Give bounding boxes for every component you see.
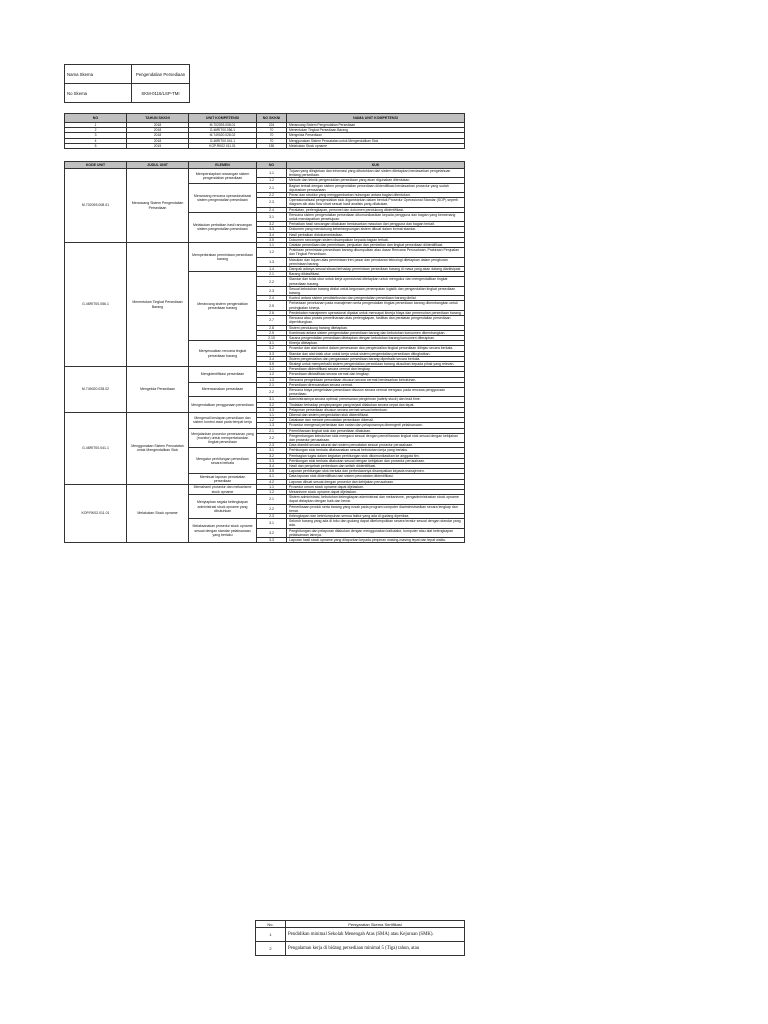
kuk-no: 1.3 bbox=[257, 377, 287, 382]
kuk-no: 1.2 bbox=[257, 248, 287, 257]
kuk-text: Mekanisme stock opname dapat dijelaskan. bbox=[287, 490, 465, 495]
kuk-no: 2.3 bbox=[257, 286, 287, 295]
kuk-text: Rencana pengelolaan persediaan disusun secara cermat berdasarkan kebutuhan. bbox=[287, 377, 465, 382]
header-row bbox=[65, 65, 190, 84]
col-header: UNIT KOMPETENSI bbox=[189, 114, 257, 123]
kuk-no: 1.1 bbox=[257, 367, 287, 372]
col-header: KUK bbox=[287, 162, 465, 169]
kuk-no: 1.2 bbox=[257, 372, 287, 377]
kode-row bbox=[65, 143, 465, 148]
kuk-text: Perhitungan stok berkala dilaksanakan sesuai kebutuhan kerja yang berlaku. bbox=[287, 448, 465, 453]
kode-unit-cell: M.702093.008.01 bbox=[65, 169, 127, 243]
col-header: Persyaratan Skema Sertifikasi bbox=[286, 921, 465, 928]
kode-nama: Merancang Sistem Pengendalian Persediaan bbox=[287, 123, 465, 128]
kuk-text: Persediaan direncanakan secara cermat. bbox=[287, 382, 465, 387]
elemen-cell: Mengendalikan penggunaan persediaan bbox=[189, 397, 257, 413]
kuk-text: Dokumen yang mendukung keberlangsungan sistem dibuat dalam format standar. bbox=[287, 227, 465, 232]
kuk-no: 3.2 bbox=[257, 528, 287, 537]
kode-unit-cell: G.46RIT00.056.1 bbox=[65, 243, 127, 367]
header-row bbox=[65, 84, 190, 103]
judul-unit-cell: Menentukan Tingkat Persediaan Barang bbox=[127, 243, 189, 367]
kuk-no: 3.3 bbox=[257, 227, 287, 232]
kode-unit: G.46RIT00.041.1 bbox=[189, 138, 257, 143]
kuk-no: 3.1 bbox=[257, 212, 287, 221]
kuk-text: Rencana sistem pengendalian persediaan dikomunikasikan kepada pengguna dan bagian yang berwenang untuk mendapatkan persetujuan. bbox=[287, 212, 465, 221]
kuk-no: 2.1 bbox=[257, 428, 287, 433]
kuk-no: 1.1 bbox=[257, 169, 287, 178]
header-table bbox=[64, 64, 190, 103]
col-header: NO bbox=[257, 162, 287, 169]
kuk-no: 1.1 bbox=[257, 412, 287, 417]
kode-no: 4 bbox=[65, 138, 127, 143]
elemen-cell: Memperkirakan permintaan persediaan barang bbox=[189, 243, 257, 272]
kuk-no: 2.3 bbox=[257, 443, 287, 448]
kuk-no: 3.3 bbox=[257, 407, 287, 412]
kuk-no: 2.8 bbox=[257, 325, 287, 330]
kuk-text: Perhitungan stok berkala dilakukan sesuai dengan kebijakan dan prosedur perusahaan. bbox=[287, 458, 465, 463]
kuk-no: 1.4 bbox=[257, 267, 287, 272]
kuk-text: Prosedur dan alat kontrol dalam pemesanan dan pengendalian tingkat persediaan ditinjau secara berkala. bbox=[287, 346, 465, 351]
kuk-no: 1.2 bbox=[257, 418, 287, 423]
kode-unit-cell: M.749020.028.02 bbox=[65, 367, 127, 413]
col-header: NO bbox=[65, 114, 127, 123]
kuk-no: 3.1 bbox=[257, 448, 287, 453]
kuk-text: Database dan metode pencatatan persediaan dikenali. bbox=[287, 418, 465, 423]
kuk-no: 3.4 bbox=[257, 463, 287, 468]
kuk-no: 2.4 bbox=[257, 207, 287, 212]
kuk-no: 3.2 bbox=[257, 222, 287, 227]
kuk-no: 2.6 bbox=[257, 310, 287, 315]
kuk-text: Sistem administrasi, kebutuhan kelengkapan administrasi dan mekanisme, pengadministrasian stock opname dapat disiapkan dengan baik dan benar. bbox=[287, 495, 465, 504]
judul-unit-cell: Melakukan Stock opname bbox=[127, 484, 189, 542]
elemen-cell: Mengatur perhitungan persediaan secara berkala bbox=[189, 448, 257, 474]
kuk-text: Dokumen rancangan sistem disampaikan kepada bagian terkait. bbox=[287, 237, 465, 242]
kuk-text: Seluruh barang yang ada di toko dan gudang dapat dikelompokkan secara teratur sesuai dengan standar yang ada. bbox=[287, 519, 465, 528]
kode-unit: KOP.RK02.011.01 bbox=[189, 143, 257, 148]
kuk-no: 2.3 bbox=[257, 514, 287, 519]
kuk-no: 2.1 bbox=[257, 272, 287, 277]
kuk-no: 2.10 bbox=[257, 335, 287, 340]
kode-unit-cell: KOP.RK02.011.01 bbox=[65, 484, 127, 542]
kode-skkni: 224 bbox=[257, 123, 287, 128]
col-header: NAMA UNIT KOMPETENSI bbox=[287, 114, 465, 123]
kuk-no: 2.4 bbox=[257, 296, 287, 301]
kuk-no: 3.4 bbox=[257, 232, 287, 237]
kuk-text: Data diambil secara akurat dari sistem pencatatan sesuai prosedur perusahaan. bbox=[287, 443, 465, 448]
kuk-no: 3.5 bbox=[257, 469, 287, 474]
col-header: TAHUN SKKNI bbox=[127, 114, 189, 123]
kode-tahun: 2018 bbox=[127, 128, 189, 133]
kuk-no: 4.2 bbox=[257, 479, 287, 484]
kuk-text: Standar dan alat tolak ukur untuk kerja untuk sistem pengendalian persediaan ditingkatkan. bbox=[287, 351, 465, 356]
persyaratan-text: Pendidikan minimal Sekolah Menengah Atas (SMA) atau Kejuruan (SMK). bbox=[286, 928, 465, 942]
kuk-text: Pelaporan persediaan disusun secara cermat sesuai ketentuan. bbox=[287, 407, 465, 412]
kode-unit: M.702093.008.01 bbox=[189, 123, 257, 128]
kuk-no: 3.2 bbox=[257, 402, 287, 407]
kuk-text: Metode dan teknik pengendalian persediaan yang akan digunakan ditentukan. bbox=[287, 178, 465, 183]
kuk-no: 3.2 bbox=[257, 453, 287, 458]
kuk-no: 2.2 bbox=[257, 277, 287, 286]
kuk-no: 2.3 bbox=[257, 198, 287, 207]
kuk-no: 3.5 bbox=[257, 237, 287, 242]
elemen-cell: Memahami prosedur dan mekanisme stock opname bbox=[189, 484, 257, 494]
kuk-text: Sistem pendukung barang ditetapkan. bbox=[287, 325, 465, 330]
kuk-no: 2.5 bbox=[257, 301, 287, 310]
kuk-text: Hasil dan penyebab perbedaan dan selisih diidentifikasi. bbox=[287, 463, 465, 468]
persyaratan-table bbox=[255, 920, 465, 956]
kode-nama: Menentukan Tingkat Persediaan Barang bbox=[287, 128, 465, 133]
col-header: No. bbox=[256, 921, 286, 928]
kode-no: 3 bbox=[65, 133, 127, 138]
kode-skkni: 70 bbox=[257, 138, 287, 143]
kuk-no: 3.5 bbox=[257, 361, 287, 366]
kuk-text: Prakiraan permintaan persediaan barang dikumpulkan atau dasar Rencana Perusahaan, Prakiraan Penjualan dan Tingkat Persediaan. bbox=[287, 248, 465, 257]
persyaratan-row bbox=[256, 942, 465, 956]
kuk-text: Bagian terkait dengan sistem pengendalian persediaan diidentifikasi berdasarkan prosedur yang sudah diputuskan perusahaan. bbox=[287, 183, 465, 192]
kuk-no: 2.2 bbox=[257, 193, 287, 198]
kode-nama: Menggunakan Sistem Pencatatan untuk Mengendalikan Stok bbox=[287, 138, 465, 143]
kuk-no: 2.1 bbox=[257, 382, 287, 387]
persyaratan-text: Pengalaman kerja di bidang persediaan minimal 5 (Tiga) tahun, atau bbox=[286, 942, 465, 956]
kuk-text: Strategi untuk memperbaiki sistem pengendalian persediaan barang diusulkan kepada pihak yang relevan. bbox=[287, 361, 465, 366]
judul-unit-cell: Mengelola Persediaan bbox=[127, 367, 189, 413]
col-header: ELEMEN bbox=[189, 162, 257, 169]
elemen-cell: Membuat laporan pencatatan persediaan bbox=[189, 474, 257, 484]
kuk-no: 3.3 bbox=[257, 458, 287, 463]
kuk-no: 3.3 bbox=[257, 351, 287, 356]
header-value: SKM-0116/LSP-TMI bbox=[132, 84, 190, 103]
kuk-text: Masukan dan tujuan atas permintaan tren pasar dan penukaran teknologi ditetapkan dalam pengkuran permintaan barang. bbox=[287, 257, 465, 266]
col-header: JUDUL UNIT bbox=[127, 162, 189, 169]
kuk-text: Operasionalisasi pengendalian stok digambarkan dalam bentuk Prosedur Operasional Standar (SOP) seperti diagram alir atau flow chart sesuai hasil analisis yang dilakukan. bbox=[287, 198, 465, 207]
kode-nama: Mengelola Persediaan bbox=[287, 133, 465, 138]
kuk-no: 4.1 bbox=[257, 474, 287, 479]
persyaratan-no: 1 bbox=[256, 928, 286, 942]
kuk-text: Pemeriksaan produk serta barang yang rusak pada program computer diadministrasikan secara lengkap dan benar. bbox=[287, 504, 465, 513]
kuk-text: Persediaan diidentifikasi secara cermat dan lengkap. bbox=[287, 367, 465, 372]
elemen-cell: Merencanakan persediaan bbox=[189, 382, 257, 397]
kuk-no: 1.1 bbox=[257, 243, 287, 248]
kuk-no: 1.2 bbox=[257, 178, 287, 183]
kuk-no: 1.3 bbox=[257, 423, 287, 428]
kuk-text: Barang diklasifikasi. bbox=[287, 272, 465, 277]
kuk-no: 2.2 bbox=[257, 504, 287, 513]
kuk-text: Dikenal dan sistem pengendalian stok diidentifikasi. bbox=[287, 412, 465, 417]
elemen-cell: Merancang rencana operasionalisasi sistem pengendalian persediaan bbox=[189, 183, 257, 212]
kode-tahun: 2018 bbox=[127, 138, 189, 143]
kuk-text: Laporan dibuat sesuai dengan prosedur dan kebijakan perusahaan. bbox=[287, 479, 465, 484]
kuk-no: 1.1 bbox=[257, 484, 287, 489]
kuk-text: Pemeliharaan tingkat stok dan persediaan dilakukan. bbox=[287, 428, 465, 433]
kuk-text: Peran dan struktur yang menggambarkan hubungan antara bagian ditentukan. bbox=[287, 193, 465, 198]
persyaratan-header bbox=[256, 921, 465, 928]
kode-skkni: 70 bbox=[257, 128, 287, 133]
elemen-kuk-table bbox=[64, 161, 465, 543]
kuk-text: Rencana biaya pengelolaan persediaan disusun secara cermat mengacu pada rencana penggunaan persediaan. bbox=[287, 387, 465, 396]
kuk-text: Sesuai kebutuhan barang dinilai untuk kegunaan penempatan logistik dan pengendalian tingkat persediaan barang. bbox=[287, 286, 465, 295]
kode-unit-cell: G.46RIT00.041.1 bbox=[65, 412, 127, 484]
kuk-text: Rencana atau proses pemeliharaan atas perlengkapan, fasilitas dan peralatan pengendalian persediaan diperhitungkan. bbox=[287, 316, 465, 325]
kuk-text: Standar dan tolak ukur untuk kerja operasional ditetapkan untuk mengukur dan mengendalikan tingkat persediaan barang. bbox=[287, 277, 465, 286]
kuk-no: 3.2 bbox=[257, 346, 287, 351]
kuk-text: Kombinasi antara sistem pengendalian persediaan barang dan kebutuhan konsumen dikembangkan. bbox=[287, 330, 465, 335]
kode-skkni: 70 bbox=[257, 133, 287, 138]
elemen-cell: Merancang sistem pengendalian persediaan barang bbox=[189, 272, 257, 341]
kode-unit: M.749020.028.02 bbox=[189, 133, 257, 138]
kuk-no: 3.1 bbox=[257, 397, 287, 402]
kuk-text: Perbedaan penekanan pada manajemen serta pengendalian tingkat persediaan barang dikembangkan untuk peningkatan kinerja. bbox=[287, 301, 465, 310]
kode-no: 5 bbox=[65, 143, 127, 148]
kuk-row bbox=[65, 169, 465, 178]
judul-unit-cell: Merancang Sistem Pengendalian Persediaan bbox=[127, 169, 189, 243]
kuk-no: 3.3 bbox=[257, 538, 287, 543]
kuk-text: Hasil perbaikan didokumentasikan. bbox=[287, 232, 465, 237]
unit-kompetensi-table bbox=[64, 113, 465, 149]
kuk-no: 2.7 bbox=[257, 316, 287, 325]
elemen-cell: Melaksanakan prosedur stock opname sesuai dengan standar pelaksanaan yang berlaku bbox=[189, 519, 257, 543]
kuk-text: Laporan hasil stock opname yang dilaporkan kepada pimpinan masing-masing tepat dan tepat waktu. bbox=[287, 538, 465, 543]
elemen-cell: Menyiapkan segala kelengkapan administrasi stock opname yang dibutuhkan bbox=[189, 495, 257, 519]
elemen-cell: Menyesuaikan rencana tingkat persediaan barang bbox=[189, 341, 257, 367]
kuk-text: Data laporan stok diidentifikasi dari sistem pencatatan diidentifikasi. bbox=[287, 474, 465, 479]
kode-unit: G.46RIT00.056.1 bbox=[189, 128, 257, 133]
header-value: Pengendalian Persediaan bbox=[132, 65, 190, 84]
elemen-cell: Melakukan perbaikan hasil rancangan sistem pengendalian persediaan bbox=[189, 212, 257, 242]
col-header: KODE UNIT bbox=[65, 162, 127, 169]
kuk-no: 2.9 bbox=[257, 330, 287, 335]
col-header: NO SKKNI bbox=[257, 114, 287, 123]
kode-tahun: 2018 bbox=[127, 133, 189, 138]
kuk-text: Kelengkapan dan keterlumpuhan semua faktur yang ada di gudang diperiksa. bbox=[287, 514, 465, 519]
kuk-text: Kontrol antara sistem pendistribusian dan pengendalian persediaan barang dinilai. bbox=[287, 296, 465, 301]
kuk-no: 2.2 bbox=[257, 387, 287, 396]
kuk-text: Sistem pengendalian dan pengawasan persediaan barang diperbaiki secara berkala. bbox=[287, 356, 465, 361]
kuk-text: Tindakan terhadap penyimpangan yang terjadi dilakukan secara cepat dan tepat. bbox=[287, 402, 465, 407]
persyaratan-row bbox=[256, 928, 465, 942]
kuk-text: Perbaikan hasil rancangan dilakukan berdasarkan masukan dari pengguna dan bagian terkait. bbox=[287, 222, 465, 227]
header-label: Nama Skema bbox=[65, 65, 132, 84]
kuk-text: Persediaan diklasifikasi secara cermat dan lengkap. bbox=[287, 372, 465, 377]
kuk-no: 1.3 bbox=[257, 257, 287, 266]
kode-tahun: 2018 bbox=[127, 123, 189, 128]
persyaratan-no: 2 bbox=[256, 942, 286, 956]
kuk-no: 3.4 bbox=[257, 356, 287, 361]
kuk-text: Pembagian tugas dalam kegiatan perhitungan stok dikomunikasikan ke anggota tim. bbox=[287, 453, 465, 458]
kuk-no: 2.2 bbox=[257, 433, 287, 442]
kode-tahun: 2015 bbox=[127, 143, 189, 148]
kuk-text: Dampak adanya sesuai situasi terhadap permintaan persediaan barang di masa yang akan datang diantisipasi. bbox=[287, 267, 465, 272]
kuk-text: Pendekatan manajemen operasional dipakai untuk mencapai kinerja biaya dan pemenuhan persediaan barang. bbox=[287, 310, 465, 315]
kode-skkni: 150 bbox=[257, 143, 287, 148]
elemen-cell: Mempersiapkan rancangan sistem pengendalian persediaan bbox=[189, 169, 257, 184]
kuk-text: Pengembangan kebutuhan stok mengacu sesuai dengan pemeliharaan tingkat stok sesuai dengan kebijakan dan prosedur perusahaan. bbox=[287, 433, 465, 442]
kode-nama: Melakukan Stock opname bbox=[287, 143, 465, 148]
kode-no: 2 bbox=[65, 128, 127, 133]
elemen-cell: Menjalankan prosedur pemesanan yang (monitor) untuk mempertahankan tingkat persediaan bbox=[189, 428, 257, 448]
judul-unit-cell: Menggunakan Sistem Pencatatan untuk Mengendalikan Stok bbox=[127, 412, 189, 484]
kuk-no: 3.1 bbox=[257, 341, 287, 346]
header-label: No Skema bbox=[65, 84, 132, 103]
kuk-text: Administrasinya secara optimal, pemesanan pengiriman (safety stock) dan lead time. bbox=[287, 397, 465, 402]
kuk-text: Prosedur umum stock opname dapat dijelaskan. bbox=[287, 484, 465, 489]
kuk-no: 2.1 bbox=[257, 183, 287, 192]
kuk-no: 1.2 bbox=[257, 490, 287, 495]
kuk-text: Sarana pengendalian persediaan ditetapkan dengan kebutuhan barang konsumen diterapkan. bbox=[287, 335, 465, 340]
kuk-text: Tujuan yang diinginkan dan informasi yang dibutuhkan dari sistem ditetapkan berdasarkan pengetahuan tentang persediaan. bbox=[287, 169, 465, 178]
kuk-text: Laporan perhitungan stok berkala dan perbedaannya disampaikan kepada manajemen. bbox=[287, 469, 465, 474]
kuk-text: Peralatan, perlengkapan, personel dan dokumen pendukung diidentifikasi. bbox=[287, 207, 465, 212]
kode-no: 1 bbox=[65, 123, 127, 128]
kuk-text: Kinerja ditetapkan. bbox=[287, 341, 465, 346]
kuk-text: Catatan persediaan dan permintaan, penjualan dan pembelian dan tingkat persediaan diidentifikasi. bbox=[287, 243, 465, 248]
kuk-text: Penghitungan dan pelaporan dilakukan dengan menggunakan kalkulator, komputer atau alat kelengkapan pelaksanaan lainnya. bbox=[287, 528, 465, 537]
elemen-cell: Mengidentifikasi persediaan bbox=[189, 367, 257, 383]
kuk-no: 3.1 bbox=[257, 519, 287, 528]
elemen-cell: Mengenali kesiapan persediaan dan sistem kontrol awal pada tempat kerja bbox=[189, 412, 257, 428]
kuk-text: Prosedur mengenai perbedaan dan varian dan pelaporannya dimengerti pelaksanaan. bbox=[287, 423, 465, 428]
kuk-no: 2.1 bbox=[257, 495, 287, 504]
